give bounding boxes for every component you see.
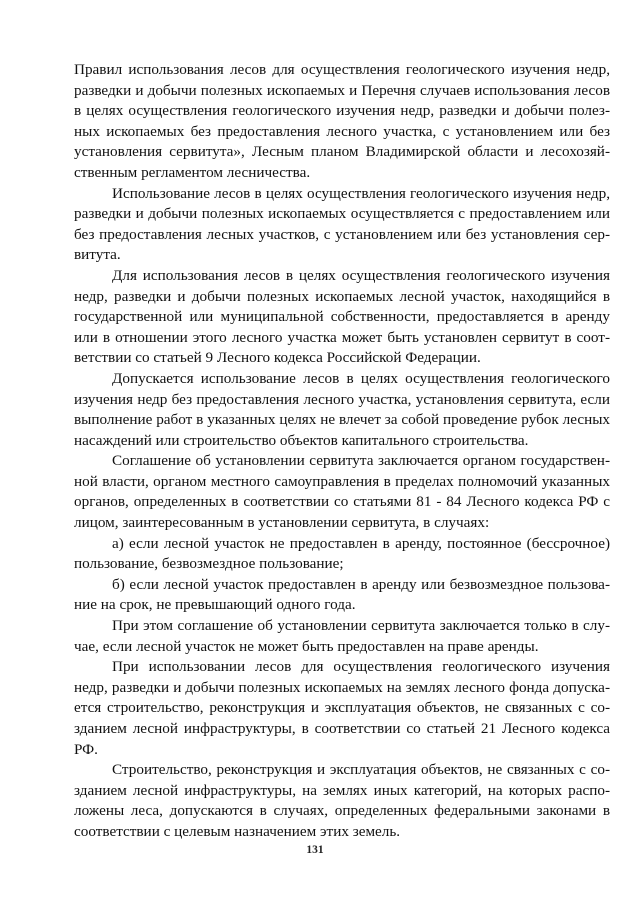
paragraph-continued-rules: Правил использования лесов для осуществления геологического изучения недр, разведки и добычи полезных ископаемых и Перечня случаев использования лесов в целях осуществления геологического изучения недр, разведки и добычи полезных ископаемых без предоставления лесного участка, с установлением или без установления сервитута», Лесным планом Владимирской области и лесохозяйственным регламентом лесничества.	[74, 61, 610, 181]
paragraph-construction-forest-fund: При использовании лесов для осуществления геологического изучения недр, разведки и добычи полезных ископаемых на землях лесного фонда допускается строительство, реконструкция и эксплуатация объектов, не связанных с созданием лесной инфраструктуры, в соответствии со статьей 21 Лесного кодекса РФ.	[74, 658, 610, 758]
paragraph-construction-other-lands: Строительство, реконструкция и эксплуатация объектов, не связанных с созданием лесной инфраструктуры, на землях иных категорий, на которых расположены леса, допускаются в случаях, определенных федеральными законами в соответствии с целевым назначением этих земель.	[74, 761, 610, 840]
document-page	[74, 60, 610, 843]
paragraph-servitude-limitation: При этом соглашение об установлении сервитута заключается только в случае, если лесной участок не может быть предоставлен на праве аренды.	[74, 617, 610, 655]
list-item-a: а) если лесной участок не предоставлен в аренду, постоянное (бессрочное) пользование, безвозмездное пользование;	[74, 534, 610, 573]
paragraph-servitude-agreement: Соглашение об установлении сервитута заключается органом государственной власти, органом местного самоуправления в пределах полномочий указанных органов, определенных в соответствии со статьями 81 - 84 Лесного кодекса РФ с лицом, заинтересованным в установлении сервитута, в случаях:	[74, 452, 610, 532]
page-number: 131	[306, 844, 324, 856]
list-item-b: б) если лесной участок предоставлен в аренду или безвозмездное пользование на срок, не превышающий одного года.	[74, 575, 610, 614]
paragraph-use-without-plot: Допускается использование лесов в целях осуществления геологического изучения недр без предоставления лесного участка, установления сервитута, если выполнение работ в указанных целях не влечет за собой проведение рубок лесных насаждений или строительство объектов капитального строительства.	[74, 369, 610, 449]
paragraph-lease-or-servitude: Для использования лесов в целях осуществления геологического изучения недр, разведки и добычи полезных ископаемых лесной участок, находящийся в государственной или муниципальной собственности, предоставляется в аренду или в отношении этого лесного участка может быть установлен сервитут в соответствии со статьей 9 Лесного кодекса Российской Федерации.	[74, 266, 610, 367]
paragraph-forest-use-conditions: Использование лесов в целях осуществления геологического изучения недр, разведки и добычи полезных ископаемых осуществляется с предоставлением или без предоставления лесных участков, с установлением или без установления сервитута.	[74, 184, 610, 264]
